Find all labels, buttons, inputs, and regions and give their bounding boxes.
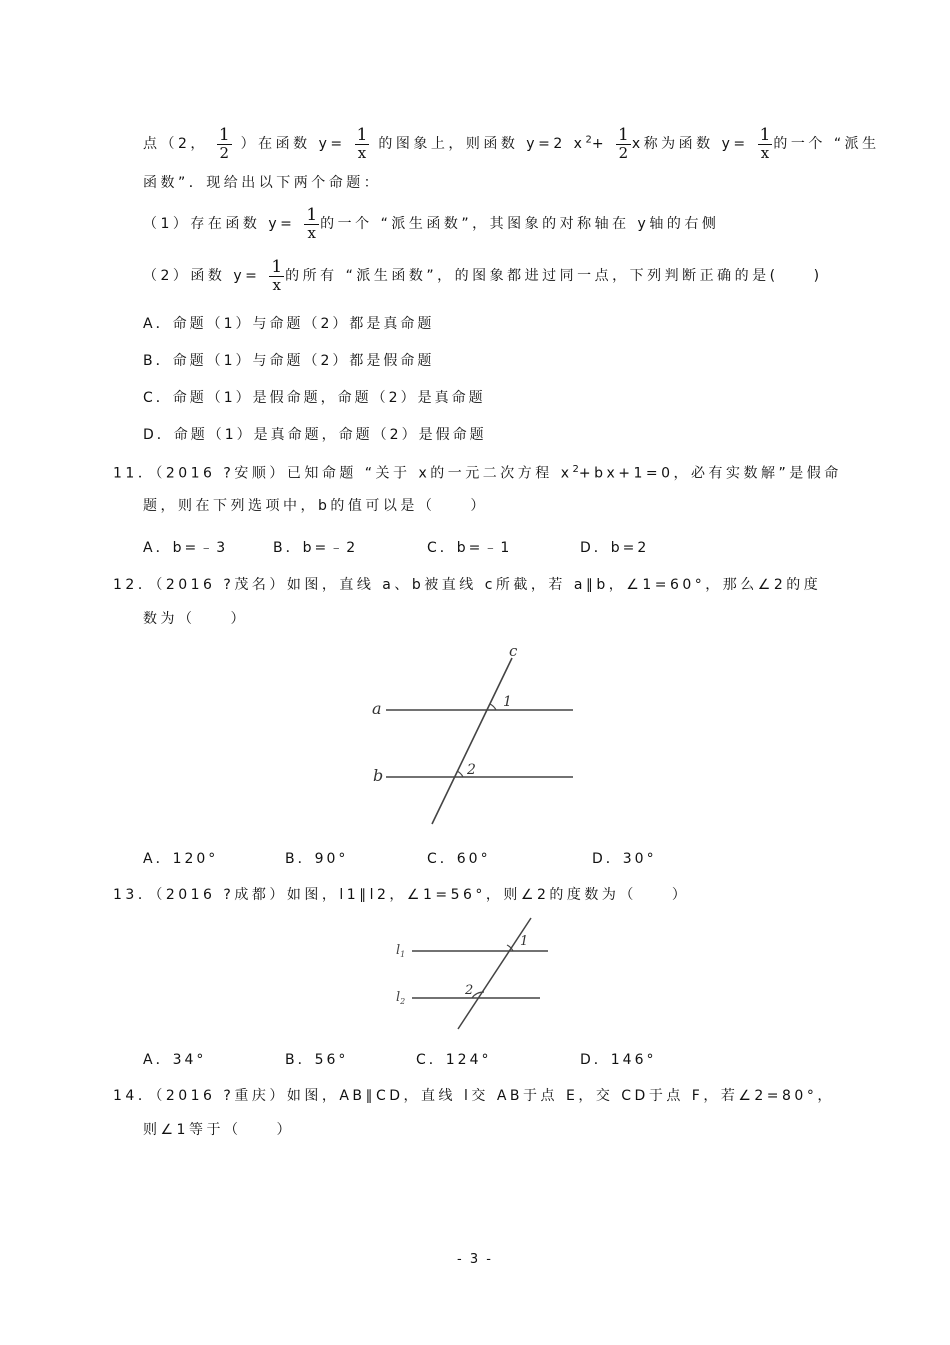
q12-figure <box>360 640 590 830</box>
label-b: b <box>373 766 384 785</box>
angle-1-label: 1 <box>520 934 529 949</box>
q10-option-c: C．命题（1）是假命题，命题（2）是真命题 <box>143 390 486 406</box>
angle-1-arc <box>490 704 496 710</box>
q13-line-1: 13．（2016 ?成都）如图，l1∥l2，∠1=56°，则∠2的度数为（ ） <box>113 887 690 903</box>
angle-2-label: 2 <box>467 762 476 778</box>
fraction-one-over-x: $\frac{1}{x}$ <box>759 125 771 162</box>
q13-option-b: B．56° <box>285 1052 349 1068</box>
fraction-one-over-x: $\frac{1}{x}$ <box>306 205 318 242</box>
q10-text: 点（2， <box>143 136 208 152</box>
q12-option-a: A．120° <box>143 851 219 867</box>
q10-line-1 <box>143 126 880 162</box>
q10-text: 的图象上，则函数 y=2 x <box>378 136 586 152</box>
label-l2: $l_2$ <box>396 990 406 1006</box>
superscript: 2 <box>585 134 592 146</box>
q10-text: x称为函数 y= <box>631 136 749 152</box>
q11-option-c: C．b=﹣1 <box>427 540 513 556</box>
q10-statement-2: （2）函数 y= $\frac{1}{x}$ 的所有 “派生函数”，的图象都进过同一点，下列判断正确的是( ) <box>143 257 823 294</box>
label-c: c <box>509 642 518 660</box>
q13-option-a: A．34° <box>143 1052 207 1068</box>
superscript: 2 <box>572 464 579 475</box>
q12-line-1: 12．（2016 ?茂名）如图，直线 a、b被直线 c所截，若 a∥b，∠1=60°，那么∠2的度 <box>113 577 822 593</box>
q12-option-b: B．90° <box>285 851 349 867</box>
q11-line-1: 11．（2016 ?安顺）已知命题 “关于 x的一元二次方程 $x^2+bx+1=0$，必有实数解”是假命 <box>113 464 842 482</box>
q10-text: ）在函数 y= <box>240 136 346 152</box>
label-a: a <box>372 699 382 718</box>
q12-line-2: 数为（ ） <box>143 611 248 627</box>
fraction-one-over-x: $\frac{1}{x}$ <box>271 257 283 294</box>
label-l1: $l_1$ <box>396 943 406 959</box>
q13-option-c: C．124° <box>416 1052 492 1068</box>
q10-statement-1: （1）存在函数 y= $\frac{1}{x}$ 的一个 “派生函数”，其图象的对称轴在 y轴的右侧 <box>143 205 720 242</box>
q12-option-c: C．60° <box>427 851 491 867</box>
q11-option-b: B．b=﹣2 <box>273 540 359 556</box>
angle-1-label: 1 <box>503 694 512 710</box>
q13-figure <box>390 912 560 1034</box>
q10-option-b: B．命题（1）与命题（2）都是假命题 <box>143 353 435 369</box>
q13-option-d: D．146° <box>580 1052 657 1068</box>
fraction-one-over-x: $\frac{1}{x}$ <box>356 125 368 162</box>
q10-option-d: D．命题（1）是真命题，命题（2）是假命题 <box>143 427 487 443</box>
fraction-one-half: $\frac{1}{2}$ <box>618 125 629 162</box>
q12-option-d: D．30° <box>592 851 657 867</box>
q10-line-2: 函数”．现给出以下两个命题： <box>143 175 382 191</box>
q11-option-a: A．b=﹣3 <box>143 540 229 556</box>
line-c <box>432 658 512 824</box>
q14-line-1: 14．（2016 ?重庆）如图，AB∥CD，直线 l交 AB于点 E，交 CD于点 F，若∠2=80°， <box>113 1088 835 1104</box>
q10-text: + <box>591 136 608 152</box>
q10-option-a: A．命题（1）与命题（2）都是真命题 <box>143 316 435 332</box>
page-number: - 3 - <box>457 1252 493 1267</box>
q11-option-d: D．b=2 <box>580 540 650 556</box>
q10-text: 的一个 “派生 <box>773 136 880 152</box>
angle-2-label: 2 <box>465 983 474 998</box>
angle-2-arc <box>457 771 463 777</box>
fraction-one-half: $\frac{1}{2}$ <box>218 125 230 162</box>
q11-line-2: 题，则在下列选项中，b的值可以是（ ） <box>143 498 488 514</box>
q14-line-2: 则∠1等于（ ） <box>143 1122 294 1138</box>
